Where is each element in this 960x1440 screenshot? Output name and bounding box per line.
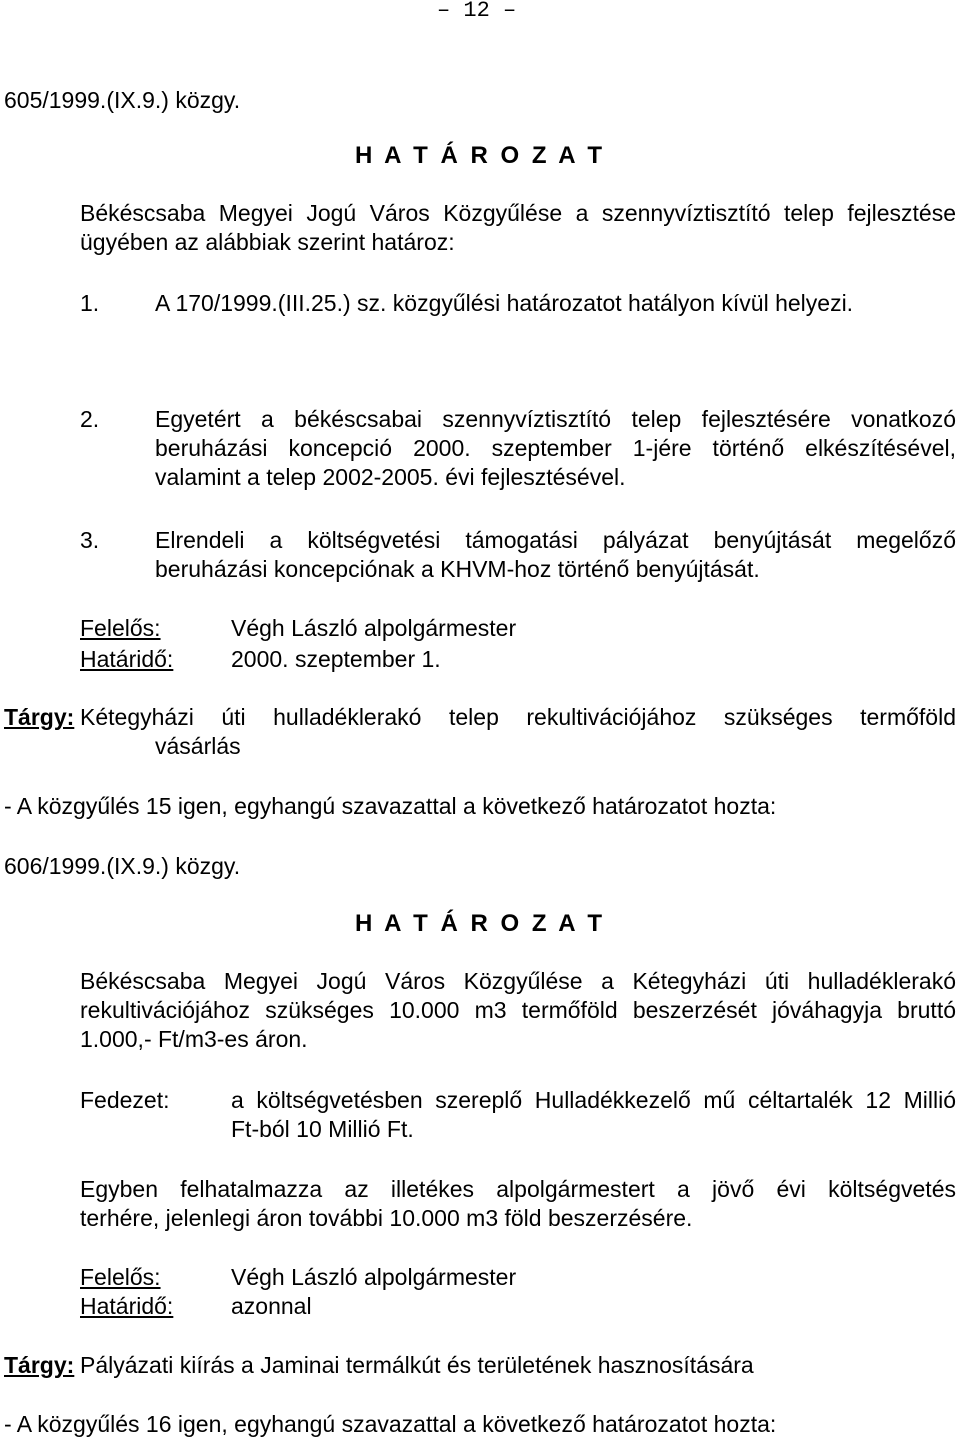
responsible-label: Felelős: (80, 1264, 161, 1290)
item-line: valamint a telep 2002-2005. évi fejlesztésével. (155, 464, 626, 490)
item-text (155, 526, 956, 584)
vote-statement: - A közgyűlés 16 igen, egyhangú szavazattal a következő határozatot hozta: (4, 1411, 777, 1437)
decision-body (80, 967, 956, 1054)
decision-title: H A T Á R O Z A T (354, 142, 606, 169)
responsible-value: Végh László alpolgármester (231, 1264, 517, 1290)
item-number: 2. (80, 406, 100, 432)
page-number: – 12 – (437, 0, 517, 23)
subject-line: vásárlás (155, 733, 241, 759)
funding-text (231, 1086, 956, 1144)
funding-label: Fedezet: (80, 1087, 170, 1113)
item-text (155, 405, 956, 492)
deadline-value: azonnal (231, 1293, 312, 1319)
authorization-line: Egyben felhatalmazza az illetékes alpolgármestert a jövő évi költségvetés (80, 1176, 956, 1202)
authorization-text (80, 1175, 956, 1233)
intro-line: ügyében az alábbiak szerint határoz: (80, 229, 455, 255)
item-number: 3. (80, 527, 100, 553)
responsible-value: Végh László alpolgármester (231, 615, 517, 641)
item-line: beruházási koncepció 2000. szeptember 1-jére történő elkészítésével, (155, 435, 956, 461)
authorization-line: terhére, jelenlegi áron további 10.000 m3 föld beszerzésére. (80, 1205, 693, 1231)
item-text: A 170/1999.(III.25.) sz. közgyűlési határozatot hatályon kívül helyezi. (155, 290, 854, 316)
body-line: Békéscsaba Megyei Jogú Város Közgyűlése a Kétegyházi úti hulladéklerakó (80, 968, 956, 994)
decision-reference: 606/1999.(IX.9.) közgy. (4, 853, 241, 879)
decision-intro (80, 199, 956, 257)
subject-label: Tárgy: (4, 704, 75, 730)
item-line: Egyetért a békéscsabai szennyvíztisztító telep fejlesztésére vonatkozó (155, 406, 956, 432)
deadline-value: 2000. szeptember 1. (231, 646, 441, 672)
deadline-label: Határidő: (80, 1293, 174, 1319)
subject-label: Tárgy: (4, 1352, 75, 1378)
responsible-label: Felelős: (80, 615, 161, 641)
intro-line: Békéscsaba Megyei Jogú Város Közgyűlése a szennyvíztisztító telep fejlesztése (80, 200, 956, 226)
vote-statement: - A közgyűlés 15 igen, egyhangú szavazattal a következő határozatot hozta: (4, 793, 777, 819)
funding-line: Ft-ból 10 Millió Ft. (231, 1116, 414, 1142)
decision-reference: 605/1999.(IX.9.) közgy. (4, 87, 241, 113)
deadline-label: Határidő: (80, 646, 174, 672)
funding-line: a költségvetésben szereplő Hulladékkezelő mű céltartalék 12 Millió (231, 1087, 956, 1113)
subject-line: Kétegyházi úti hulladéklerakó telep rekultivációjához szükséges termőföld (80, 704, 956, 730)
item-number: 1. (80, 290, 100, 316)
body-line: 1.000,- Ft/m3-es áron. (80, 1026, 308, 1052)
decision-title: H A T Á R O Z A T (354, 910, 606, 937)
item-line: Elrendeli a költségvetési támogatási pályázat benyújtását megelőző (155, 527, 956, 553)
item-line: beruházási koncepciónak a KHVM-hoz történő benyújtását. (155, 556, 760, 582)
subject-text: Pályázati kiírás a Jaminai termálkút és területének hasznosítására (80, 1352, 754, 1378)
subject-text (80, 703, 956, 732)
body-line: rekultivációjához szükséges 10.000 m3 termőföld beszerzését jóváhagyja bruttó (80, 997, 956, 1023)
